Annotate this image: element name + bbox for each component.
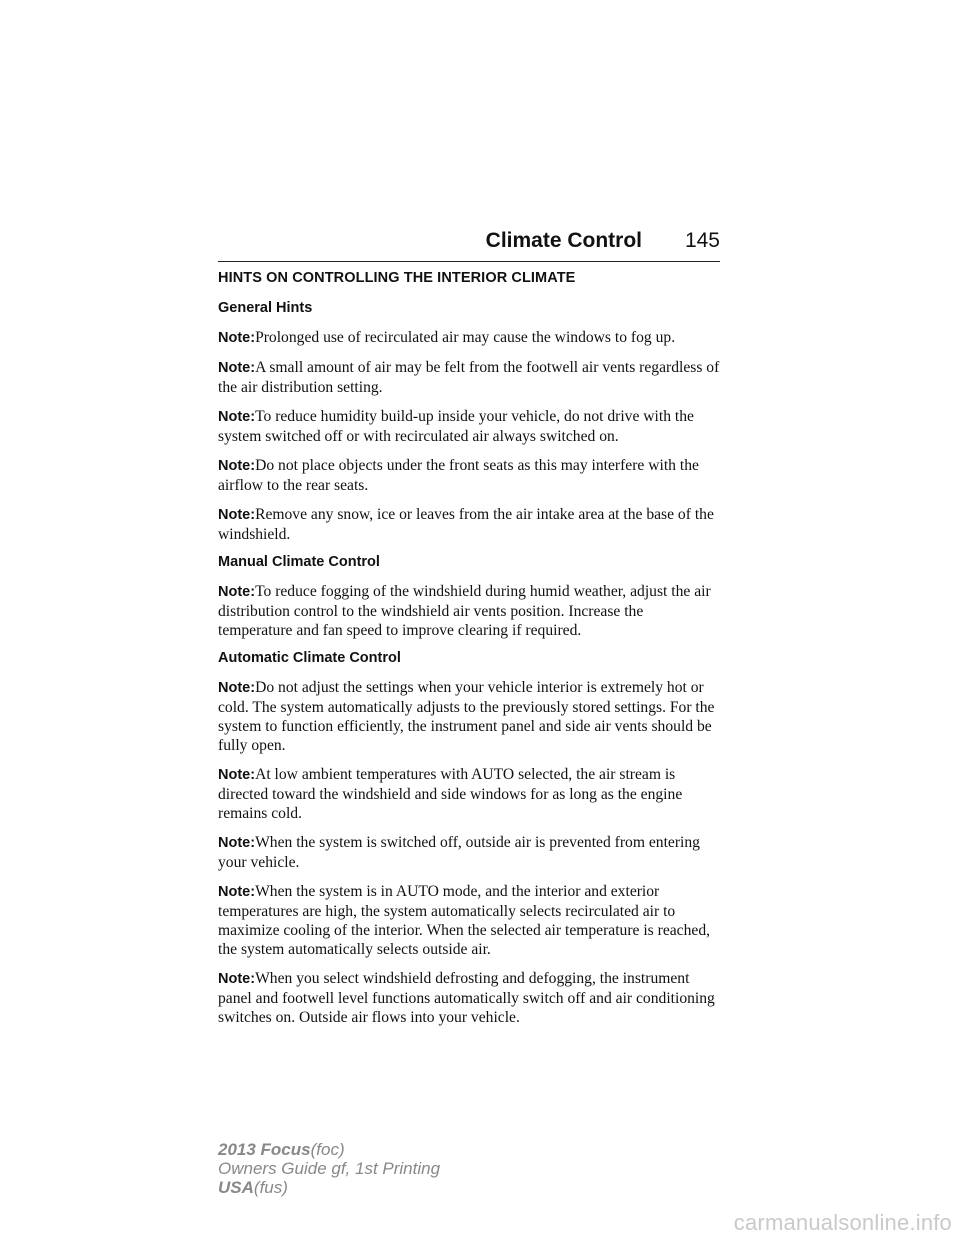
note-text: To reduce fogging of the windshield during humid weather, adjust the air distribution control to the windshield air vents position. Increase the temperature and fan speed to improve clearing if required. [218,583,711,639]
note-paragraph [218,882,720,959]
subheading-general-hints: General Hints [218,300,313,316]
footer-market: USA [218,1178,254,1197]
note-label: Note: [218,409,256,425]
note-label: Note: [218,680,256,696]
note-paragraph [218,358,720,397]
note-text: When the system is switched off, outside air is prevented from entering your vehicle. [218,834,700,871]
site-watermark: carmanualsonline.info [733,1210,952,1235]
note-label: Note: [218,507,256,523]
note-paragraph [218,969,720,1027]
footer-line-guide: Owners Guide gf, 1st Printing [218,1159,441,1178]
page-header [218,229,720,262]
note-label: Note: [218,360,256,376]
note-text: Remove any snow, ice or leaves from the air intake area at the base of the windshield. [218,506,714,543]
subheading-manual-climate-control: Manual Climate Control [218,554,380,570]
footer-line-model [218,1140,440,1159]
note-text: When the system is in AUTO mode, and the interior and exterior temperatures are high, the system automatically selects recirculated air to maximize cooling of the interior. When the selected air temperature is reached, the system automatically selects outside air. [218,883,711,958]
note-paragraph [218,582,720,640]
note-paragraph [218,456,720,495]
note-text: Do not place objects under the front seats as this may interfere with the airflow to the rear seats. [218,457,699,494]
note-label: Note: [218,330,256,346]
footer-model-code: (foc) [310,1140,345,1159]
note-label: Note: [218,835,256,851]
note-text: When you select windshield defrosting and defogging, the instrument panel and footwell level functions automatically switch off and air conditioning switches on. Outside air flows into your vehicle. [218,970,715,1026]
note-paragraph [218,833,720,872]
note-paragraph [218,407,720,446]
note-label: Note: [218,971,256,987]
note-paragraph [218,328,720,348]
note-label: Note: [218,884,256,900]
page-number: 145 [684,229,720,252]
footer-line-market [218,1178,440,1197]
footer-market-code: (fus) [253,1178,288,1197]
note-label: Note: [218,767,256,783]
note-paragraph [218,765,720,823]
page-content [218,270,720,1037]
note-text: Prolonged use of recirculated air may cause the windows to fog up. [255,329,676,346]
note-text: At low ambient temperatures with AUTO selected, the air stream is directed toward the windshield and side windows for as long as the engine remains cold. [218,766,683,822]
note-paragraph [218,678,720,755]
note-label: Note: [218,584,256,600]
subheading-automatic-climate-control: Automatic Climate Control [218,650,401,666]
footer-model: 2013 Focus [218,1140,311,1159]
chapter-title: Climate Control [485,229,642,252]
section-title: HINTS ON CONTROLLING THE INTERIOR CLIMATE [218,270,576,286]
note-text: Do not adjust the settings when your vehicle interior is extremely hot or cold. The system automatically adjusts to the previously stored settings. For the system to function efficiently, the instrument panel and side air vents should be fully open. [218,679,715,754]
print-footer [218,1140,440,1197]
note-text: To reduce humidity build-up inside your vehicle, do not drive with the system switched off or with recirculated air always switched on. [218,408,694,445]
note-paragraph [218,505,720,544]
note-label: Note: [218,458,256,474]
note-text: A small amount of air may be felt from the footwell air vents regardless of the air distribution setting. [218,359,720,396]
